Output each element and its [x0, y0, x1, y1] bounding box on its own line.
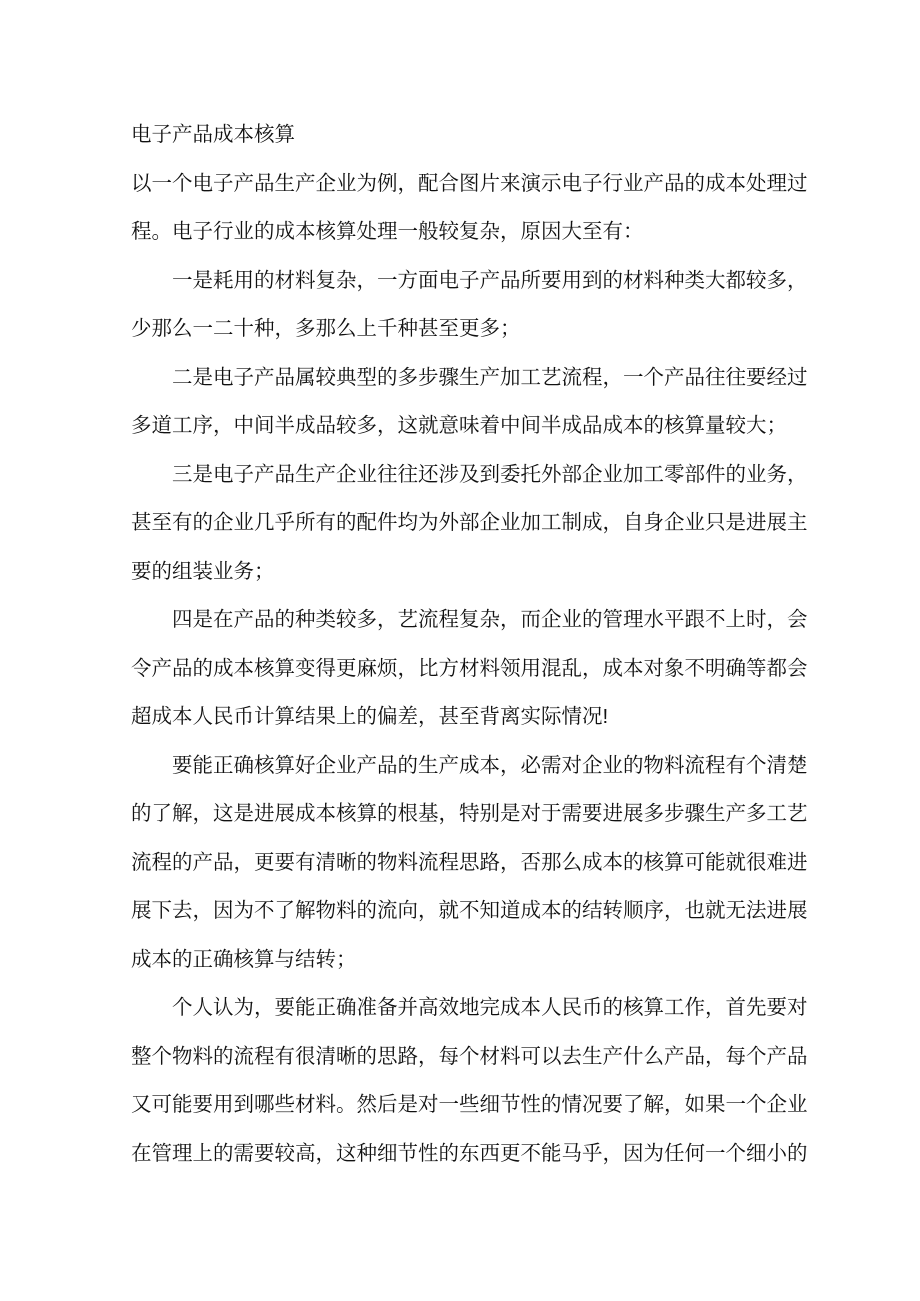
- paragraph: 三是电子产品生产企业往往还涉及到委托外部企业加工零部件的业务，甚至有的企业几乎所有的配件均为外部企业加工制成，自身企业只是进展主要的组装业务；: [131, 462, 808, 583]
- paragraph-list: [131, 160, 812, 1179]
- paragraph: 个人认为，要能正确准备并高效地完成本人民币的核算工作，首先要对整个物料的流程有很清晰的思路，每个材料可以去生产什么产品，每个产品又可能要用到哪些材料。然后是对一些细节性的情况要了解，如果一个企业在管理上的需要较高，这种细节性的东西更不能马乎，因为任何一个细小的: [131, 996, 808, 1165]
- paragraph: 以一个电子产品生产企业为例，配合图片来演示电子行业产品的成本处理过程。电子行业的成本核算处理一般较复杂，原因大至有：: [131, 171, 808, 243]
- paragraph: 一是耗用的材料复杂，一方面电子产品所要用到的材料种类大都较多，少那么一二十种，多那么上千种甚至更多；: [131, 268, 808, 340]
- paragraph: 要能正确核算好企业产品的生产成本，必需对企业的物料流程有个清楚的了解，这是进展成本核算的根基，特别是对于需要进展多步骤生产多工艺流程的产品，更要有清晰的物料流程思路，否那么成本的核算可能就很难进展下去，因为不了解物料的流向，就不知道成本的结转顺序，也就无法进展成本的正确核算与结转；: [131, 753, 808, 971]
- document-body: [131, 111, 812, 1178]
- paragraph: 二是电子产品属较典型的多步骤生产加工艺流程，一个产品往往要经过多道工序，中间半成品较多，这就意味着中间半成品成本的核算量较大；: [131, 365, 808, 437]
- paragraph: 四是在产品的种类较多，艺流程复杂，而企业的管理水平跟不上时，会令产品的成本核算变得更麻烦，比方材料领用混乱，成本对象不明确等都会超成本人民币计算结果上的偏差，甚至背离实际情况!: [131, 608, 808, 728]
- document-title: 电子产品成本核算: [131, 123, 295, 146]
